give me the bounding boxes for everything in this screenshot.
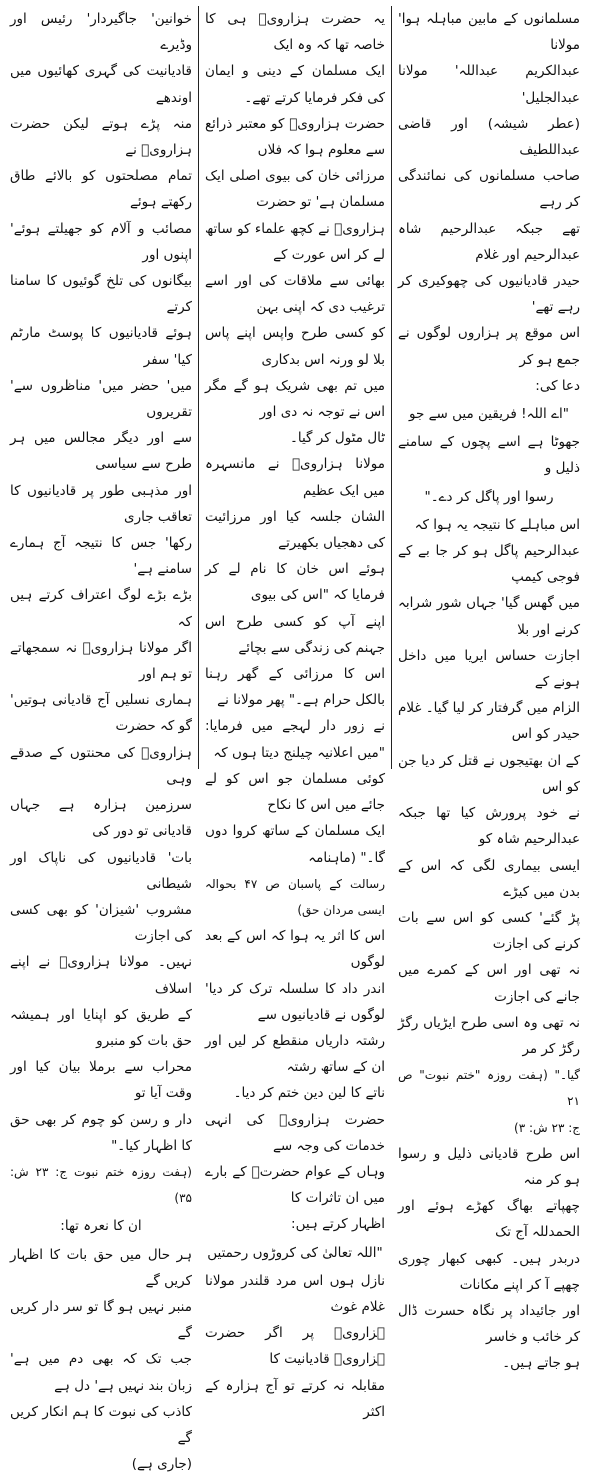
text-line: اس کا مرزائی کے گھر رہنا بالکل حرام ہے۔" پھر مولانا نے xyxy=(204,666,385,709)
text-line: پڑ گئے' کسی کو اس سے بات کرنے کی اجازت xyxy=(398,909,580,953)
text-line: دربدر ہیں۔ کبھی کبھار چوری چھپے آ کر اپنے مکانات xyxy=(398,1250,580,1293)
text-line: اور جائیداد پر نگاہ حسرت ڈال کر خائب و خاسر xyxy=(398,1302,580,1346)
quote-line: ہزارویؒ پر اگر حضرت ہزارویؒ قادیانیت کا xyxy=(204,1325,385,1368)
text-line: نہ تھی اور اس کے کمرے میں جانے کی اجازت xyxy=(398,962,580,1005)
quote-line: بیگانوں کی تلخ گوئیوں کا سامنا کرتے xyxy=(9,273,192,316)
quote-line: جھوٹا ہے اسے پچوں کے سامنے ذلیل و xyxy=(398,434,580,477)
text-line: اس موقع پر ہزاروں لوگوں نے جمع ہو کر xyxy=(398,325,580,368)
text-line: حضرت ہزارویؒ کی انہی خدمات کی وجہ سے xyxy=(204,1111,385,1154)
prayer-label: دعا کی: xyxy=(535,377,580,394)
text-line: ٹال مٹول کر گیا۔ xyxy=(289,430,385,447)
text-line: نے زور دار لہجے میں فرمایا: "میں اعلانیہ چیلنج دیتا ہوں کہ xyxy=(204,718,385,761)
article-column-left xyxy=(4,6,198,1473)
text-line: مرزائی خان کی بیوی اصلی ایک مسلمان ہے' تو حضرت xyxy=(204,168,385,211)
quote-line: دار و رسن کو چوم کر بھی حق کا اظہار کیا۔" xyxy=(9,1111,192,1154)
text-line: الزام میں گرفتار کر لیا گیا۔ غلام حیدر کو اس xyxy=(398,700,580,743)
quote-line: سرزمین ہزارہ ہے جہاں قادیانی تو دور کی xyxy=(9,797,192,840)
citation: گیا۔" (ہفت روزہ "ختم نبوت" ص ۲۱ xyxy=(398,1068,580,1109)
quote-line: "اللہ تعالیٰ کی کروڑوں رحمتیں xyxy=(207,1244,383,1261)
text-line: ناتے کا لین دین ختم کر دیا۔ xyxy=(233,1085,385,1102)
quote-line: رسوا اور پاگل کر دے۔" xyxy=(424,488,554,505)
text-line: مسلمانوں کے مابین مباہلہ ہوا' مولانا xyxy=(398,11,580,54)
slogan-label: ان کا نعرہ تھا: xyxy=(60,1218,142,1235)
article-column-right xyxy=(392,6,586,1372)
text-line: چھپاتے بھاگ کھڑے ہوئے اور الحمدللہ آج تک xyxy=(398,1198,580,1241)
article-column-middle xyxy=(198,6,392,1420)
poem-line: کاذب کی نبوت کا ہم انکار کریں گے xyxy=(9,1403,192,1446)
text-line: الشان جلسہ کیا اور مرزائیت کی دھجیاں بکھیرتے xyxy=(204,508,385,552)
text-line: ایک مسلمان کے ساتھ کروا دوں گا۔" (ماہنامہ xyxy=(204,823,385,866)
quote-line: ہوئے قادیانیوں کا پوسٹ مارٹم کیا' سفر xyxy=(9,325,192,368)
poem-line: منبر نہیں ہو گا تو سر دار کریں گے xyxy=(9,1298,192,1342)
quote-line: خوانین' جاگیردار' رئیس اور وڈیرے xyxy=(9,11,192,54)
text-line: یہ حضرت ہزارویؒ ہی کا خاصہ تھا کہ وہ ایک xyxy=(204,11,385,54)
quote-line: ہماری نسلیں آج قادیانی ہوتیں' گو کہ حضرت xyxy=(9,692,192,735)
text-line: ہو جاتے ہیں۔ xyxy=(502,1355,580,1372)
text-line: کو کسی طرح واپس اپنے پاس بلا لو ورنہ اس بدکاری xyxy=(204,325,385,368)
text-line: وہاں کے عوام حضرتؒ کے بارے میں ان تاثرات کا xyxy=(204,1163,385,1207)
quote-line: منہ پڑے ہوتے لیکن حضرت ہزارویؒ نے xyxy=(9,115,192,159)
quote-line: اور مذہبی طور پر قادیانیوں کا تعاقب جاری xyxy=(9,482,192,525)
text-line: (عطر شیشہ) اور قاضی عبداللطیف xyxy=(398,115,580,159)
text-line: تھے جبکہ عبدالرحیم شاہ عبدالرحیم اور غلام xyxy=(398,220,580,263)
text-line: میں گھس گیا' جہاں شور شرابہ کرنے اور بلا xyxy=(398,595,580,638)
text-line: میں تم بھی شریک ہو گے مگر اس نے توجہ نہ دی اور xyxy=(204,377,385,421)
quote-line: نازل ہوں اس مرد قلندر مولانا غلام غوث xyxy=(204,1272,385,1315)
quote-line: تمام مصلحتوں کو بالائے طاق رکھتے ہوئے xyxy=(9,168,192,211)
quote-line: ہزارویؒ کی محنتوں کے صدقے وہی xyxy=(9,744,192,787)
quote-line: مشروب 'شیزان' کو بھی کسی کی اجازت xyxy=(9,901,192,945)
text-line: ایک مسلمان کے دینی و ایمان کی فکر فرمایا کرتے تھے۔ xyxy=(204,63,385,106)
quote-line: سے اور دیگر مجالس میں ہر طرح سے سیاسی xyxy=(9,430,192,473)
text-line: مولانا ہزارویؒ نے مانسہرہ میں ایک عظیم xyxy=(204,456,385,499)
quote-line: بات' قادیانیوں کی ناپاک اور شیطانی xyxy=(9,849,192,892)
text-line: ایسی بیماری لگی کہ اس کے بدن میں کیڑے xyxy=(398,857,580,900)
text-line: حضرت ہزارویؒ کو معتبر ذرائع سے معلوم ہوا کہ فلاں xyxy=(204,115,385,159)
text-line: اس کا اثر یہ ہوا کہ اس کے بعد لوگوں xyxy=(204,928,385,971)
text-line: صاحب مسلمانوں کی نمائندگی کر رہے xyxy=(398,168,580,211)
quote-line: بڑے بڑے لوگ اعتراف کرتے ہیں کہ xyxy=(9,587,192,630)
citation: (ہفت روزہ ختم نبوت ج: ۲۳ ش: ۳۵) xyxy=(9,1164,192,1206)
quote-line: قادیانیت کی گہری کھائیوں میں اوندھے xyxy=(9,63,192,106)
quote-line: "اے اللہ! فریقین میں سے جو xyxy=(409,406,569,423)
text-line: عبدالرحیم پاگل ہو کر جا بے کے فوجی کیمپ xyxy=(398,543,580,586)
quote-line: اگر مولانا ہزارویؒ نہ سمجھاتے تو ہم اور xyxy=(9,639,192,683)
text-line: بھائی سے ملاقات کی اور اسے ترغیب دی کہ اپنی بہن xyxy=(204,273,385,316)
text-line: اس طرح قادیانی ذلیل و رسوا ہو کر منہ xyxy=(398,1145,580,1188)
text-line: نہ تھی وہ اسی طرح ایڑیاں رگڑ رگڑ کر مر xyxy=(398,1014,580,1057)
quote-line: کے طریق کو اپنایا اور ہمیشہ حق بات کو منبرو xyxy=(9,1006,192,1049)
poem-line: ہر حال میں حق بات کا اظہار کریں گے xyxy=(9,1246,192,1289)
text-line: ہزارویؒ نے کچھ علماء کو ساتھ لے کر اس عورت کے xyxy=(204,220,385,263)
text-line: اظہار کرتے ہیں: xyxy=(291,1216,385,1233)
quote-line: رکھا' جس کا نتیجہ آج ہمارے سامنے ہے' xyxy=(9,535,192,578)
text-line: عبدالکریم عبداللہ' مولانا عبدالجلیل' xyxy=(398,63,580,106)
text-line: رشتہ داریاں منقطع کر لیں اور ان کے ساتھ رشتہ xyxy=(204,1032,385,1076)
text-line: اس مباہلے کا نتیجہ یہ ہوا کہ xyxy=(414,516,580,533)
text-line: اجازت حساس ایریا میں داخل ہونے کے xyxy=(398,647,580,691)
text-line: حیدر قادیانیوں کی چھوکیری کر رہے تھے' xyxy=(398,273,580,316)
quote-line: میں' حضر میں' مناظروں سے' تقریروں xyxy=(9,377,192,421)
text-line: اندر داد کا سلسلہ ترک کر دیا' لوگوں نے قادیانیوں سے xyxy=(204,980,385,1023)
quote-line: نہیں۔ مولانا ہزارویؒ نے اپنے اسلاف xyxy=(9,954,192,997)
text-line: نے خود پرورش کیا تھا جبکہ عبدالرحیم شاہ کو xyxy=(398,805,580,848)
text-line: اپنے آپ کو کسی طرح اس جہنم کی زندگی سے بچائے xyxy=(204,613,385,656)
continued-note: (جاری ہے) xyxy=(131,1456,192,1473)
poem-line: جب تک کہ بھی دم میں ہے' زبان بند نہیں ہے' دل ہے xyxy=(9,1351,192,1394)
text-line: کوئی مسلمان جو اس کو لے جائے میں اس کا نکاح xyxy=(204,770,385,814)
text-line: کے ان بھتیجوں نے قتل کر دیا جن کو اس xyxy=(398,752,580,795)
quote-line: مصائب و آلام کو جھیلتے ہوئے' اپنوں اور xyxy=(9,220,192,263)
quote-line: مقابلہ نہ کرتے تو آج ہزارہ کے اکثر xyxy=(204,1377,385,1420)
citation: رسالت کے پاسبان ص ۴۷ بحوالہ ایسی مردان حق) xyxy=(204,876,385,917)
text-line: ہوئے اس خان کا نام لے کر فرمایا کہ "اس کی بیوی xyxy=(204,561,385,604)
quote-line: محراب سے برملا بیان کیا اور وقت آیا تو xyxy=(9,1059,192,1102)
citation: ج: ۲۳ ش: ۳) xyxy=(514,1120,580,1135)
